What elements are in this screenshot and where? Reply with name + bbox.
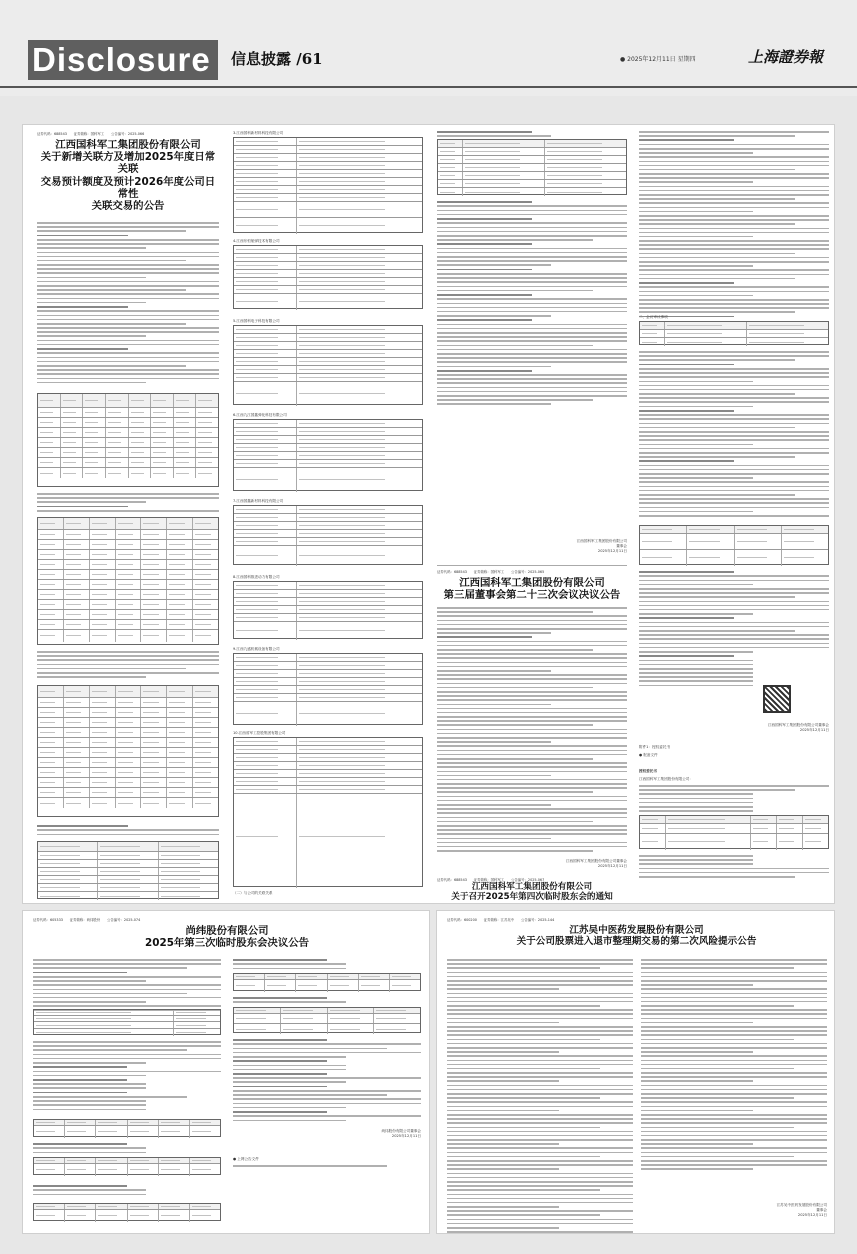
data-table [233, 973, 421, 991]
article-body-text [233, 959, 421, 972]
data-table [639, 321, 829, 345]
data-table [639, 525, 829, 565]
article-guoke-box [22, 124, 835, 904]
data-table [37, 841, 219, 899]
newspaper-name: 上海證券報 [748, 48, 824, 66]
article-body-text [37, 825, 219, 838]
article-meta: 证券代码：600200 证券简称：江苏吴中 公告编号：2025-144 [447, 918, 555, 922]
data-table [33, 1009, 221, 1035]
article-meta: 证券代码：688543 证券简称：国科军工 公告编号：2025-066 [37, 132, 145, 136]
article-shangwei-box [22, 910, 430, 1234]
data-table [233, 245, 423, 309]
article-body-text [639, 571, 829, 689]
data-table [37, 517, 219, 645]
data-table [437, 139, 627, 195]
article-body-text [33, 1041, 221, 1113]
article-jiangsuwuzhong-box [436, 910, 835, 1234]
article-body-text [639, 855, 829, 880]
proxy-title: 授权委托书 [639, 769, 657, 773]
article-title: 江苏吴中医药发展股份有限公司 关于公司股票进入退市整理期交易的第二次风险提示公告 [516, 925, 757, 948]
data-table [233, 419, 423, 491]
article-body-text [639, 131, 829, 320]
article-body-text [233, 1165, 421, 1169]
article-body-text [233, 1039, 421, 1124]
article-body-text [437, 607, 627, 854]
data-table [233, 581, 423, 639]
article-title: 江西国科军工集团股份有限公司 关于新增关联方及增加2025年度日常关联 交易预计额度及预计2026年度公司日常性 关联交易的公告 [40, 139, 216, 212]
data-table [33, 1203, 221, 1221]
signature: 江西国科军工集团股份有限公司董事会 2025年12月11日 [767, 723, 829, 733]
divider [437, 565, 627, 566]
article-title: 江西国科军工集团股份有限公司 第三届董事会第二十三次会议决议公告 [443, 577, 621, 602]
signature: 江苏吴中医药发展股份有限公司 董事会 2025年12月11日 [776, 1203, 827, 1218]
table-caption: （二）与公司的关联关系 [233, 891, 273, 895]
article-body-text [639, 351, 829, 519]
article-meta: 证券代码：605333 证券简称：尚纬股份 公告编号：2025-074 [33, 918, 141, 922]
data-table [233, 653, 423, 725]
section-brand: Disclosure [28, 40, 218, 80]
data-table [233, 137, 423, 233]
data-table [233, 505, 423, 565]
data-table [33, 1119, 221, 1137]
article-body-text [37, 222, 219, 386]
table-caption: 9.江西九盛机械设备有限公司 [233, 647, 280, 651]
data-table [233, 1007, 421, 1033]
issue-date: ● 2025年12月11日 星期四 [620, 56, 696, 63]
attachment-label: ● 上网公告文件 [233, 1157, 259, 1161]
article-title: 尚纬股份有限公司 2025年第三次临时股东会决议公告 [145, 925, 309, 950]
article-title: 江西国科军工集团股份有限公司 关于召开2025年第四次临时股东会的通知 [451, 882, 613, 903]
table-caption: 二、会议审议事项 [639, 315, 668, 319]
table-caption: 8.江西国科推进动力有限公司 [233, 575, 280, 579]
table-caption: 6.江西九江国鑫弹化科技有限公司 [233, 413, 287, 417]
article-body-text [33, 1185, 221, 1198]
header-rule [0, 86, 857, 88]
section-title: 信息披露 /61 [231, 50, 323, 68]
article-body-text [639, 785, 829, 814]
article-body-text [37, 493, 219, 514]
article-body-text [37, 651, 219, 680]
article-body-text [641, 959, 827, 1173]
article-meta: 证券代码：688543 证券简称：国科军工 公告编号：2025-065 [437, 570, 545, 574]
table-caption: 4.江西东恒航弹技术有限公司 [233, 239, 280, 243]
article-body-text [233, 997, 421, 1006]
article-meta: 证券代码：688543 证券简称：国科军工 公告编号：2025-067 [437, 878, 545, 882]
data-table [233, 325, 423, 405]
article-body-text [447, 959, 633, 1234]
table-caption: 10.江西省军工控股集团有限公司 [233, 731, 286, 735]
article-body-text [33, 959, 221, 1014]
data-table [33, 1157, 221, 1175]
page-header [0, 0, 857, 96]
article-body-text [33, 1143, 221, 1156]
article-body-text [437, 201, 627, 408]
data-table [37, 393, 219, 487]
table-caption: 3.江西国科新材料科技有限公司 [233, 131, 284, 135]
table-caption: 7.江西国鑫新材料科技有限公司 [233, 499, 284, 503]
signature: 江西国科军工集团股份有限公司董事会 2025年12月11日 [565, 859, 627, 869]
data-table [233, 737, 423, 887]
signature: 江西国科军工集团股份有限公司 董事会 2025年12月11日 [576, 539, 627, 554]
attachment-sub: ● 报备文件 [639, 753, 658, 757]
table-caption: 5.江西国科电子科技有限公司 [233, 319, 280, 323]
qr-code-icon [763, 685, 791, 713]
signature: 尚纬股份有限公司董事会 2025年12月11日 [381, 1129, 421, 1139]
proxy-addressee: 江西国科军工集团股份有限公司： [639, 777, 693, 781]
data-table [37, 685, 219, 817]
data-table [639, 815, 829, 849]
attachment-label: 附件1：授权委托书 [639, 745, 671, 749]
